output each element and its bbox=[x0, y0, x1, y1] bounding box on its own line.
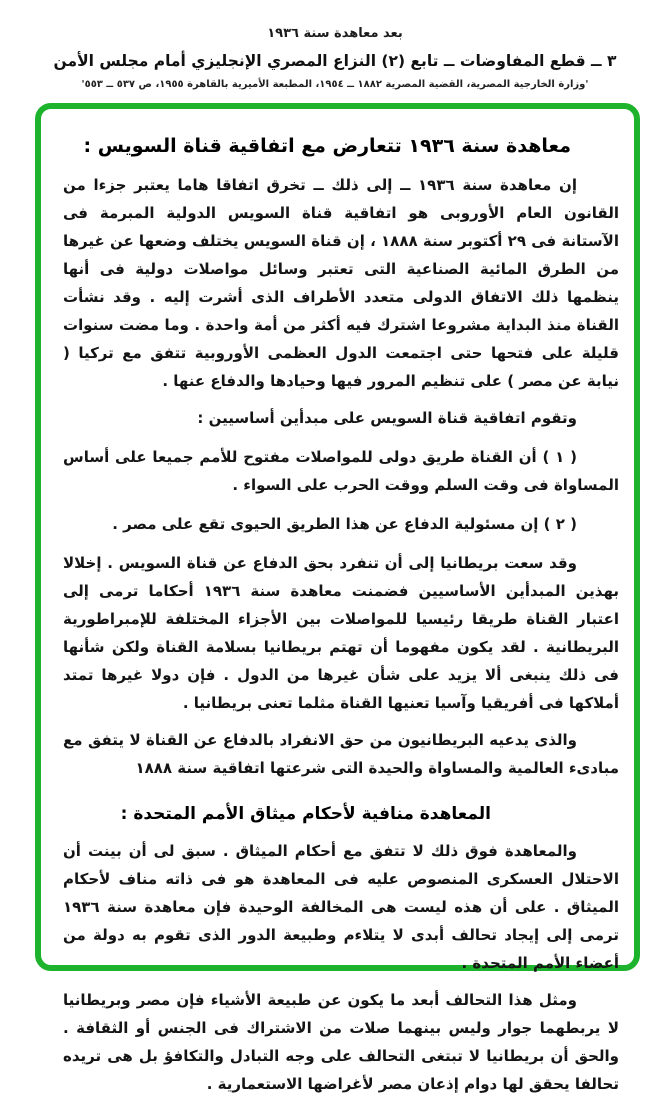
header-section-title: ٣ ــ قطع المفاوضات ــ تابع (٢) النزاع المصري الإنجليزي أمام مجلس الأمن bbox=[53, 52, 617, 70]
section1-numbered-item-1: ( ١ ) أن القناة طريق دولى للمواصلات مفتوح للأمم جميعا على أساس المساواة فى وقت السلم ووقت الحرب على السواء . bbox=[63, 448, 619, 494]
section2-paragraph-1: والمعاهدة فوق ذلك لا تتفق مع أحكام الميثاق . سبق لى أن بينت أن الاحتلال العسكرى المنصوص عليه فى المعاهدة هو فى ذاته مناف لأحكام الميثاق . على أن هذه ليست هى المخالفة الوحيدة فإن معاهدة سنة ١٩٣٦ ترمى إلى إيجاد تحالف أبدى لا يتلاءم وطبيعة الدور الذى تقوم به دولة من أعضاء الأمم المتحدة . bbox=[63, 842, 619, 972]
section1-principles-intro: وتقوم اتفاقية قناة السويس على مبدأين أساسيين : bbox=[197, 409, 577, 427]
section1-numbered-item-2: ( ٢ ) إن مسئولية الدفاع عن هذا الطريق الحيوى تقع على مصر . bbox=[112, 515, 577, 533]
header-source-citation: 'وزارة الخارجية المصرية، القضية المصرية ١٨٨٢ ــ ١٩٥٤، المطبعة الأميرية بالقاهرة ١٩٥٥، ص ٥٣٧ ــ ٥٥٣' bbox=[81, 79, 589, 90]
section2-heading: المعاهدة منافية لأحكام ميثاق الأمم المتحدة : bbox=[120, 804, 491, 824]
section1-paragraph-4: والذى يدعيه البريطانيون من حق الانفراد بالدفاع عن القناة لا يتفق مع مبادىء العالمية والمساواة والحيدة التى شرعتها اتفاقية سنة ١٨٨٨ bbox=[63, 731, 619, 777]
section2-paragraph-2: ومثل هذا التحالف أبعد ما يكون عن طبيعة الأشياء فإن مصر وبريطانيا لا يربطهما جوار وليس بينهما صلات من الاشتراك فى الجنس أو الثقافة . والحق أن بريطانيا لا تبتغى التحالف على وجه التبادل والتكافؤ بل هى تريده تحالفا يحقق لها دوام إذعان مصر لأغراضها الاستعمارية . bbox=[63, 991, 619, 1093]
section1-paragraph-3: وقد سعت بريطانيا إلى أن تنفرد بحق الدفاع عن قناة السويس . إخلالا بهذين المبدأين الأساسيين فضمنت معاهدة سنة ١٩٣٦ أحكاما ترمى إلى اعتبار القناة طريقا رئيسيا للمواصلات بين الأجزاء المختلفة للإمبراطورية البريطانية . لقد يكون مفهوما أن تهتم بريطانيا بسلامة القناة ولكن شأنها فى ذلك ينبغى ألا يزيد على شأن غيرها من الدول . فإن دولا غيرها تمتد أملاكها فى أفريقيا وآسيا تعنيها القناة مثلما تعنى بريطانيا . bbox=[63, 554, 619, 712]
section1-heading: معاهدة سنة ١٩٣٦ تتعارض مع اتفاقية قناة السويس : bbox=[83, 135, 571, 157]
header-series-title: بعد معاهدة سنة ١٩٣٦ bbox=[267, 26, 403, 41]
section1-paragraph-1: إن معاهدة سنة ١٩٣٦ ــ إلى ذلك ــ تخرق اتفاقا هاما يعتبر جزءا من القانون العام الأوروبى هو اتفاقية قناة السويس الدولية المبرمة فى الآستانة فى ٢٩ أكتوبر سنة ١٨٨٨ ، إن قناة السويس يختلف وضعها عن غيرها من الطرق المائية الصناعية التى تعتبر وسائل مواصلات دولية فى أنها ينظمها ذلك الاتفاق الدولى متعدد الأطراف الذى أشرت إليه . وقد نشأت القناة منذ البداية مشروعا اشترك فيه أكثر من أمة واحدة . وما مضت سنوات قليلة على فتحها حتى اجتمعت الدول العظمى الأوروبية تتفق مع تركيا ( نيابة عن مصر ) على تنظيم المرور فيها وحيادها والدفاع عنها . bbox=[63, 176, 619, 390]
green-highlight-frame bbox=[35, 103, 640, 1093]
page-header bbox=[0, 0, 670, 90]
